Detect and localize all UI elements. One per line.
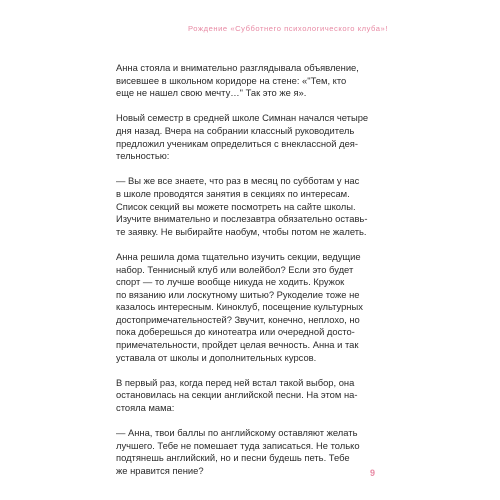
text-line: подтянешь английский, но и песни будешь петь. Тебе (116, 452, 350, 464)
text-line: Анна стояла и внимательно разглядывала объявление, (116, 62, 359, 73)
text-line: примечательности, пройдет целая вечность. Анна и так (116, 339, 359, 351)
page-number: 9 (370, 468, 376, 478)
text-line: по вязанию или лоскутному шитью? Рукоделие тоже не (116, 288, 360, 300)
text-line: тельностью: (116, 150, 170, 162)
running-header: Рождение «Субботнего психологического клуба»! (188, 24, 388, 33)
text-line: В первый раз, когда перед ней встал такой выбор, она (116, 376, 355, 388)
text-line: Список секций вы можете посмотреть на сайте школы. (116, 200, 356, 212)
text-line: остановилась на секции английской песни. На этом на- (116, 389, 358, 401)
text-line: спорт — то лучше вообще никуда не ходить. Кружок (116, 276, 345, 288)
paragraph-3 (116, 175, 386, 238)
text-line: предложил ученикам определиться с внеклассной дея- (116, 137, 358, 149)
text-line: стояла мама: (116, 402, 175, 414)
text-line: Изучите внимательно и послезавтра обязательно оставь- (116, 213, 368, 225)
text-line: лучшего. Тебе не помешает туда записаться. Не только (116, 439, 360, 451)
text-line: пока доберешься до кинотеатра или очередной досто- (116, 326, 355, 338)
text-line: еще не нашел свою мечту…" Так это же я». (116, 87, 307, 99)
paragraph-2 (116, 112, 386, 162)
text-line: — Анна, твои баллы по английскому оставляют желать (116, 427, 358, 439)
text-line: же нравится пение? (116, 465, 204, 476)
body-text (116, 62, 386, 490)
text-line: достопримечательностей? Звучит, конечно, неплохо, но (116, 313, 360, 325)
paragraph-6 (116, 427, 386, 477)
paragraph-4 (116, 251, 386, 364)
text-line: Анна решила дома тщательно изучить секции, ведущие (116, 250, 361, 262)
text-line: висевшее в школьном коридоре на стене: «"Тем, кто (116, 74, 347, 86)
text-line: те заявку. Не выбирайте наобум, чтобы потом не жалеть. (116, 225, 367, 237)
paragraph-1 (116, 62, 386, 100)
text-line: уставала от школы и дополнительных курсов. (116, 351, 317, 363)
text-line: дня назад. Вчера на собрании классный руководитель (116, 124, 355, 136)
text-line: казалось интересным. Киноклуб, посещение культурных (116, 301, 363, 313)
text-line: в школе проводятся занятия в секциях по интересам. (116, 187, 350, 199)
paragraph-5 (116, 377, 386, 415)
text-line: — Вы же все знаете, что раз в месяц по субботам у нас (116, 175, 360, 187)
text-line: Новый семестр в средней школе Симнан начался четыре (116, 112, 369, 124)
text-line: набор. Теннисный клуб или волейбол? Если это будет (116, 263, 354, 275)
